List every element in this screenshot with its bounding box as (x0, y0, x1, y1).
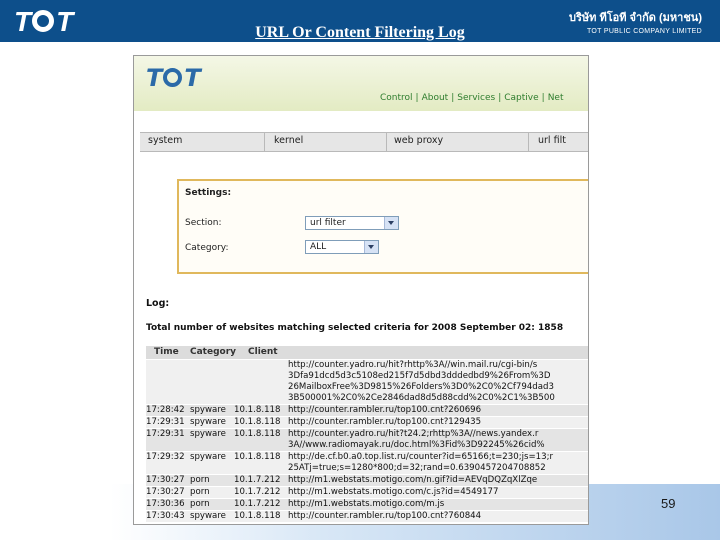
table-row (146, 499, 588, 511)
cell-category: porn (190, 487, 210, 497)
tab-system[interactable]: system (148, 135, 183, 146)
section-select-value: url filter (310, 218, 346, 228)
settings-title: Settings: (185, 188, 232, 198)
tot-logo: T T (14, 6, 73, 37)
table-row (146, 429, 588, 452)
cell-url: http://m1.webstats.motigo.com/m.js (288, 499, 445, 509)
table-row (146, 405, 588, 417)
cell-url: http://counter.rambler.ru/top100.cnt?129435 (288, 417, 482, 427)
top-nav (380, 93, 564, 103)
cell-category: spyware (190, 511, 226, 521)
table-row (146, 360, 588, 405)
tab-web-proxy[interactable]: web proxy (394, 135, 444, 146)
cell-time: 17:30:27 (146, 475, 185, 485)
category-select-value: ALL (310, 242, 327, 252)
cell-time: 17:30:43 (146, 511, 185, 521)
cell-category: porn (190, 475, 210, 485)
log-table-header (146, 346, 588, 359)
cell-client: 10.1.8.118 (234, 511, 281, 521)
nav-separator: | (541, 93, 545, 103)
nav-captive[interactable]: Captive (504, 93, 539, 103)
table-row (146, 487, 588, 499)
cell-time: 17:30:36 (146, 499, 185, 509)
cell-time: 17:29:31 (146, 429, 185, 439)
cell-client: 10.1.8.118 (234, 417, 281, 427)
cell-url: http://de.cf.b0.a0.top.list.ru/counter?id=65166;t=230;js=13;r 25ATj=true;s=1280*800;d=32;rand=0.6390457204708852 (288, 452, 554, 473)
tab-bar (140, 132, 588, 152)
table-row (146, 452, 588, 475)
category-label: Category: (185, 243, 229, 253)
tab-kernel[interactable]: kernel (274, 135, 304, 146)
nav-about[interactable]: About (421, 93, 449, 103)
nav-separator: | (498, 93, 502, 103)
cell-time: 17:30:27 (146, 487, 185, 497)
slide-header (0, 0, 720, 42)
cell-url: http://counter.yadro.ru/hit?rhttp%3A//win.mail.ru/cgi-bin/s 3Dfa91dcd5d3c5108ed215f7d5dbd3dddedbd9%26From%3D 26MailboxFree%3D9815%26Folders%3D0%2C0%2Cf794dad3 3B500001%2C0%2Ce2846dad8d5d88cdd%2C0%2C1%3B500 (288, 360, 555, 403)
tab-divider (528, 133, 529, 151)
cell-time: 17:28:42 (146, 405, 185, 415)
cell-category: spyware (190, 452, 226, 462)
column-header-category[interactable]: Category (190, 347, 237, 357)
column-header-time[interactable]: Time (154, 347, 179, 357)
app-header (134, 56, 588, 111)
company-name-english: TOT PUBLIC COMPANY LIMITED (586, 28, 702, 35)
cell-client: 10.1.7.212 (234, 499, 281, 509)
chevron-down-icon (364, 241, 378, 253)
cell-category: spyware (190, 405, 226, 415)
tab-divider (264, 133, 265, 151)
page-number: 59 (661, 496, 676, 511)
section-select[interactable] (305, 216, 399, 230)
tab-divider (386, 133, 387, 151)
cell-time: 17:29:31 (146, 417, 185, 427)
nav-services[interactable]: Services (457, 93, 496, 103)
log-table-body (146, 360, 588, 523)
log-total-summary: Total number of websites matching selected criteria for 2008 September 02: 1858 (146, 323, 564, 333)
cell-url: http://counter.rambler.ru/top100.cnt?260696 (288, 405, 482, 415)
company-name-thai: บริษัท ทีโอที จำกัด (มหาชน) (569, 12, 702, 24)
cell-client: 10.1.8.118 (234, 429, 281, 439)
cell-category: spyware (190, 429, 226, 439)
app-logo: T T (146, 64, 200, 92)
slide-title: URL Or Content Filtering Log (255, 24, 465, 41)
chevron-down-icon (384, 217, 398, 229)
table-row (146, 417, 588, 429)
cell-time: 17:29:32 (146, 452, 185, 462)
embedded-screenshot (133, 55, 589, 525)
cell-url: http://counter.yadro.ru/hit?t24.2;rhttp%3A//news.yandex.r 3A//www.radiomayak.ru/doc.html%3Fid%3D92245%26cid% (288, 429, 545, 450)
cell-client: 10.1.8.118 (234, 452, 281, 462)
section-label: Section: (185, 218, 222, 228)
cell-category: porn (190, 499, 210, 509)
cell-url: http://m1.webstats.motigo.com/n.gif?id=AEVqDQZqXlZqe (288, 475, 538, 485)
cell-url: http://counter.rambler.ru/top100.cnt?760844 (288, 511, 482, 521)
cell-url: http://m1.webstats.motigo.com/c.js?id=4549177 (288, 487, 499, 497)
nav-separator: | (451, 93, 455, 103)
tab-url-filter[interactable]: url filt (538, 135, 566, 146)
column-header-client[interactable]: Client (248, 347, 278, 357)
table-row (146, 511, 588, 523)
cell-client: 10.1.7.212 (234, 475, 281, 485)
cell-client: 10.1.8.118 (234, 405, 281, 415)
table-row (146, 475, 588, 487)
log-label: Log: (146, 298, 170, 309)
nav-net[interactable]: Net (547, 93, 564, 103)
cell-category: spyware (190, 417, 226, 427)
nav-control[interactable]: Control (380, 93, 413, 103)
cell-client: 10.1.7.212 (234, 487, 281, 497)
settings-panel (177, 179, 589, 274)
category-select[interactable] (305, 240, 379, 254)
nav-separator: | (415, 93, 419, 103)
